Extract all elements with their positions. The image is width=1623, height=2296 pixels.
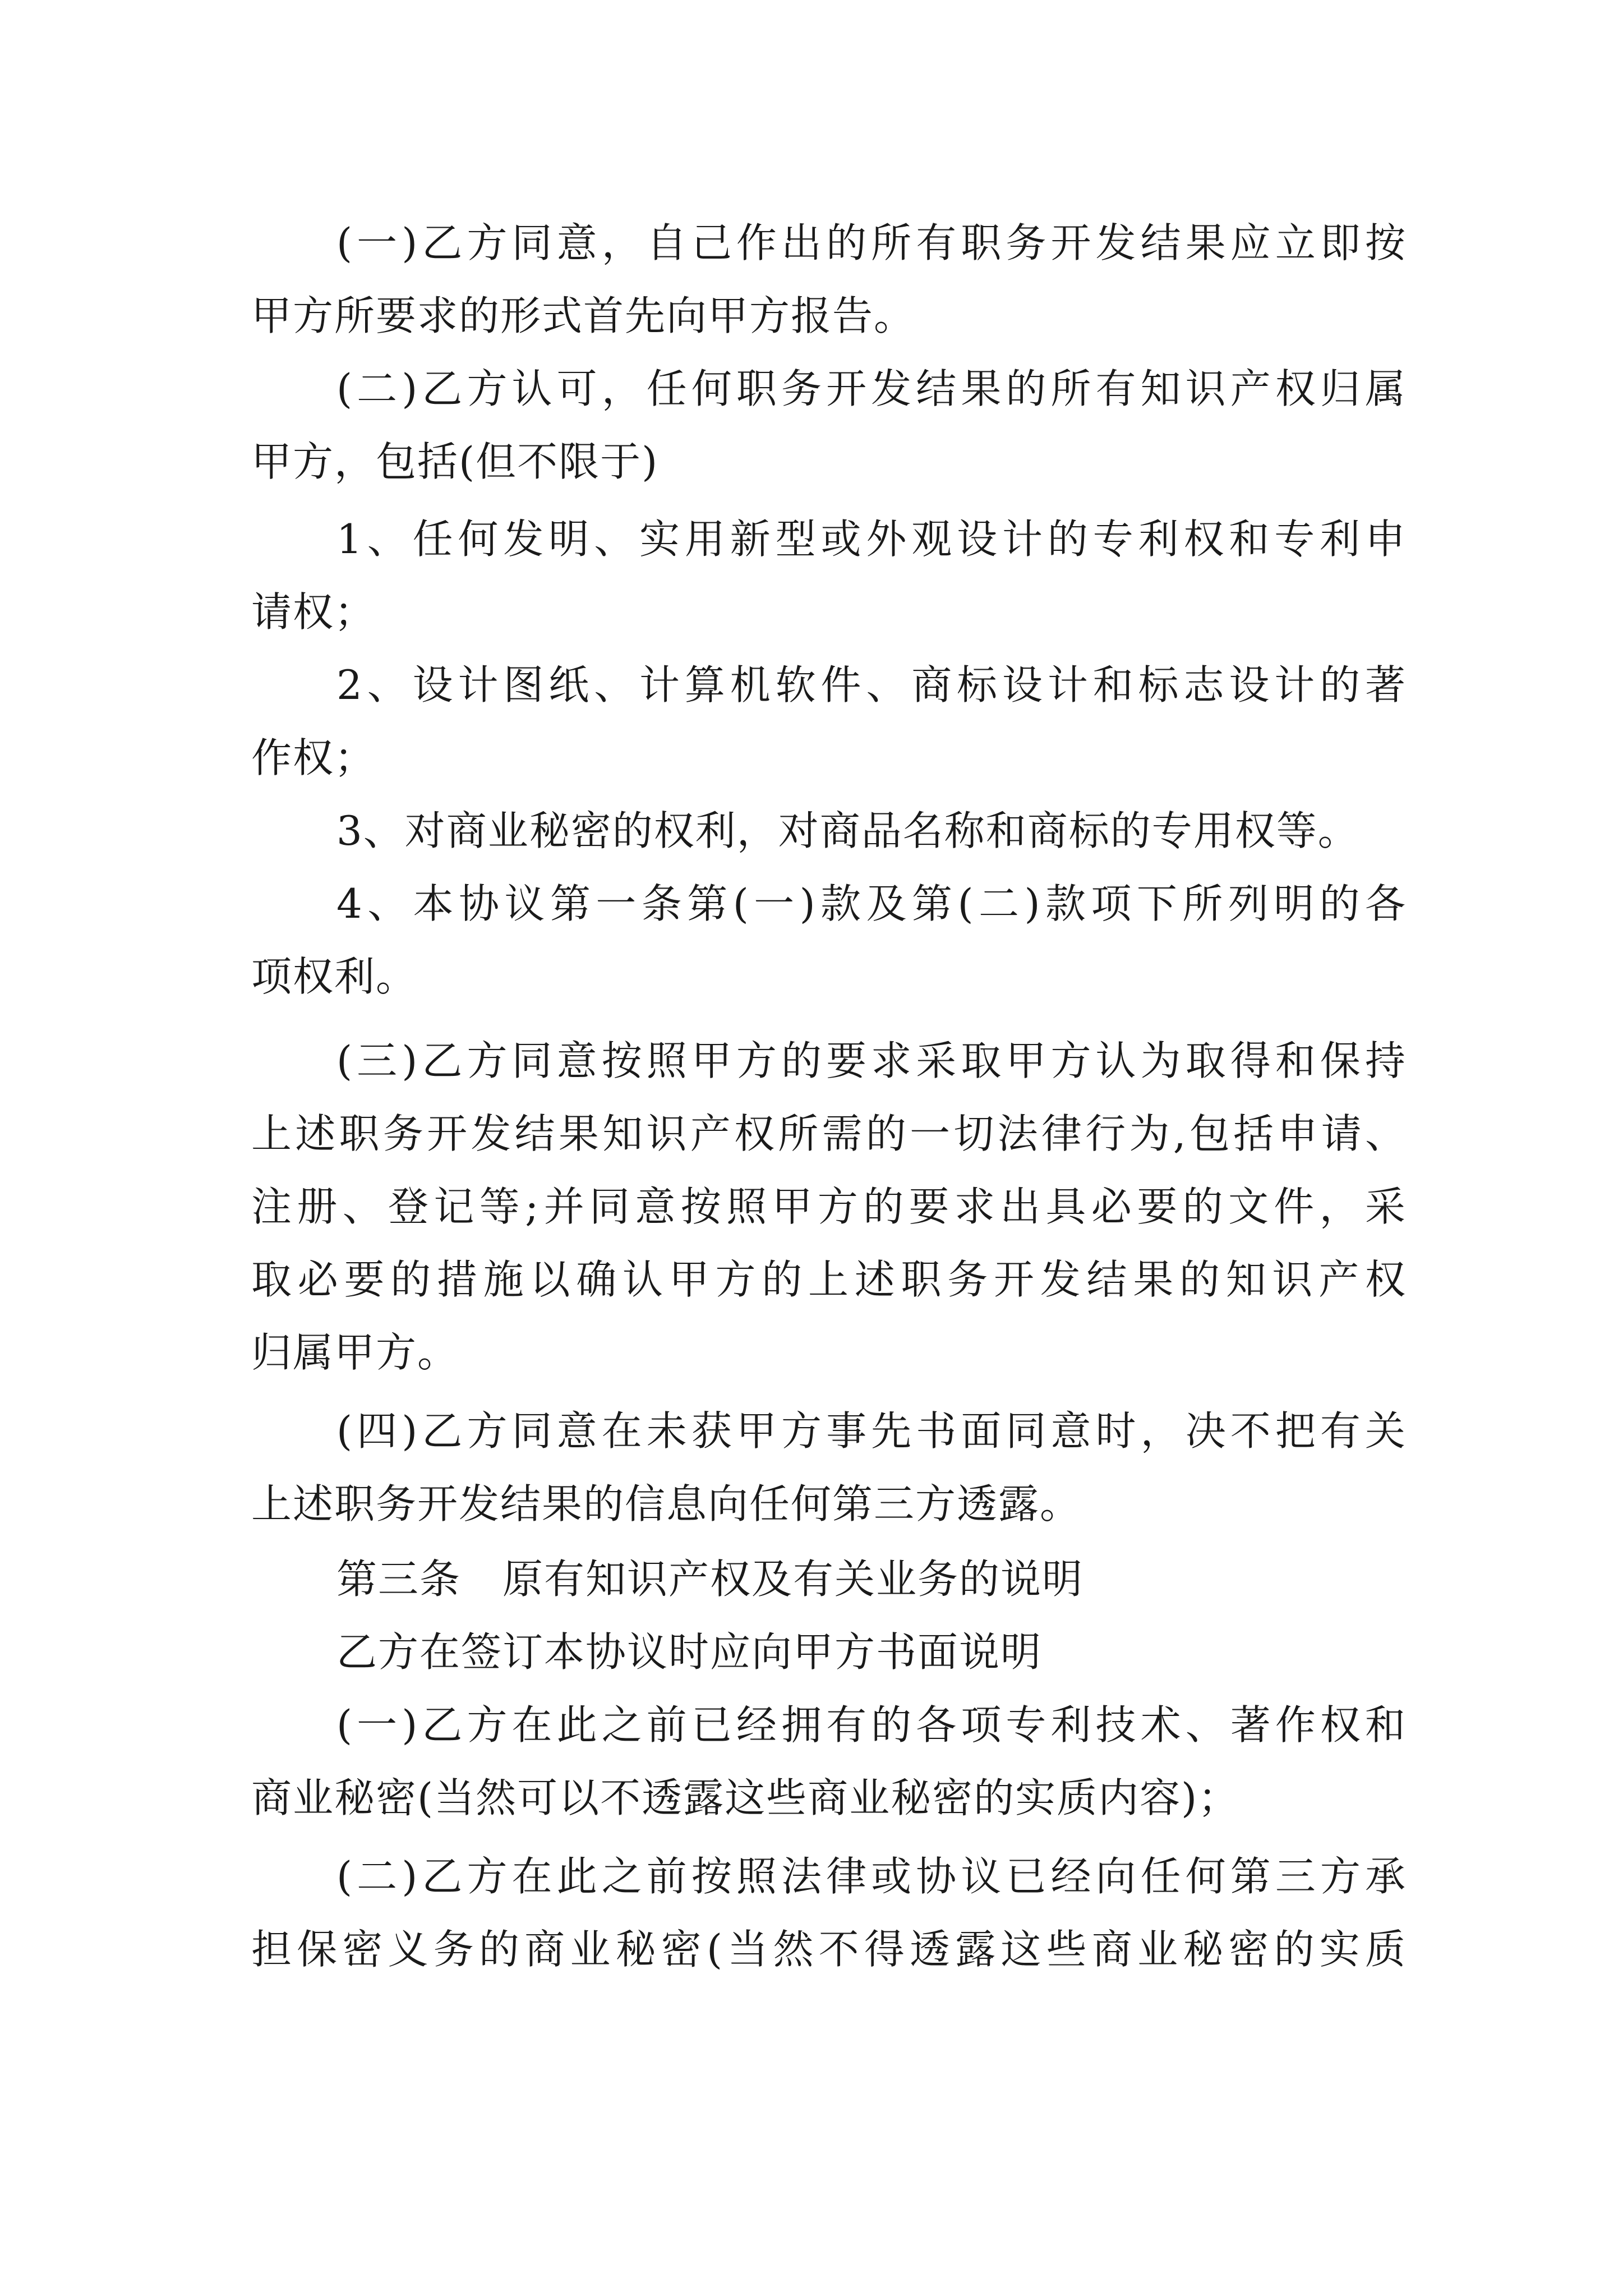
paragraph-line: (一)乙方同意，自己作出的所有职务开发结果应立即按 <box>336 219 1407 266</box>
paragraph-line: (二)乙方认可，任何职务开发结果的所有知识产权归属 <box>336 365 1407 412</box>
paragraph-line: 商业秘密(当然可以不透露这些商业秘密的实质内容)； <box>251 1774 1240 1821</box>
paragraph-line: 甲方所要求的形式首先向甲方报告。 <box>251 292 916 339</box>
paragraph-line: 归属甲方。 <box>251 1329 459 1376</box>
paragraph-line: (三)乙方同意按照甲方的要求采取甲方认为取得和保持 <box>336 1037 1407 1084</box>
paragraph-line: (一)乙方在此之前已经拥有的各项专利技术、著作权和 <box>336 1701 1407 1749</box>
paragraph-line: 作权； <box>251 734 376 781</box>
paragraph-line: 1、任何发明、实用新型或外观设计的专利权和专利申 <box>336 516 1407 563</box>
paragraph-line: 上述职务开发结果的信息向任何第三方透露。 <box>251 1480 1082 1527</box>
paragraph-line: 2、设计图纸、计算机软件、商标设计和标志设计的著 <box>336 661 1407 708</box>
paragraph-line: 4、本协议第一条第(一)款及第(二)款项下所列明的各 <box>336 880 1407 927</box>
paragraph-line: 请权； <box>251 588 376 636</box>
paragraph-line: 注册、登记等;并同意按照甲方的要求出具必要的文件，采 <box>251 1183 1407 1230</box>
paragraph-line: (二)乙方在此之前按照法律或协议已经向任何第三方承 <box>336 1853 1407 1900</box>
paragraph-line: 项权利。 <box>251 953 418 1000</box>
paragraph-line: (四)乙方同意在未获甲方事先书面同意时，决不把有关 <box>336 1407 1407 1455</box>
paragraph-line: 取必要的措施以确认甲方的上述职务开发结果的知识产权 <box>251 1256 1407 1303</box>
section-heading: 第三条 原有知识产权及有关业务的说明 <box>336 1556 1084 1603</box>
paragraph-line: 上述职务开发结果知识产权所需的一切法律行为,包括申请、 <box>251 1110 1407 1157</box>
paragraph-line: 乙方在签订本协议时应向甲方书面说明 <box>336 1628 1043 1676</box>
paragraph-line: 担保密义务的商业秘密(当然不得透露这些商业秘密的实质 <box>251 1926 1407 1973</box>
paragraph-line: 甲方，包括(但不限于) <box>251 438 659 485</box>
paragraph-line: 3、对商业秘密的权利，对商品名称和商标的专用权等。 <box>336 807 1359 854</box>
